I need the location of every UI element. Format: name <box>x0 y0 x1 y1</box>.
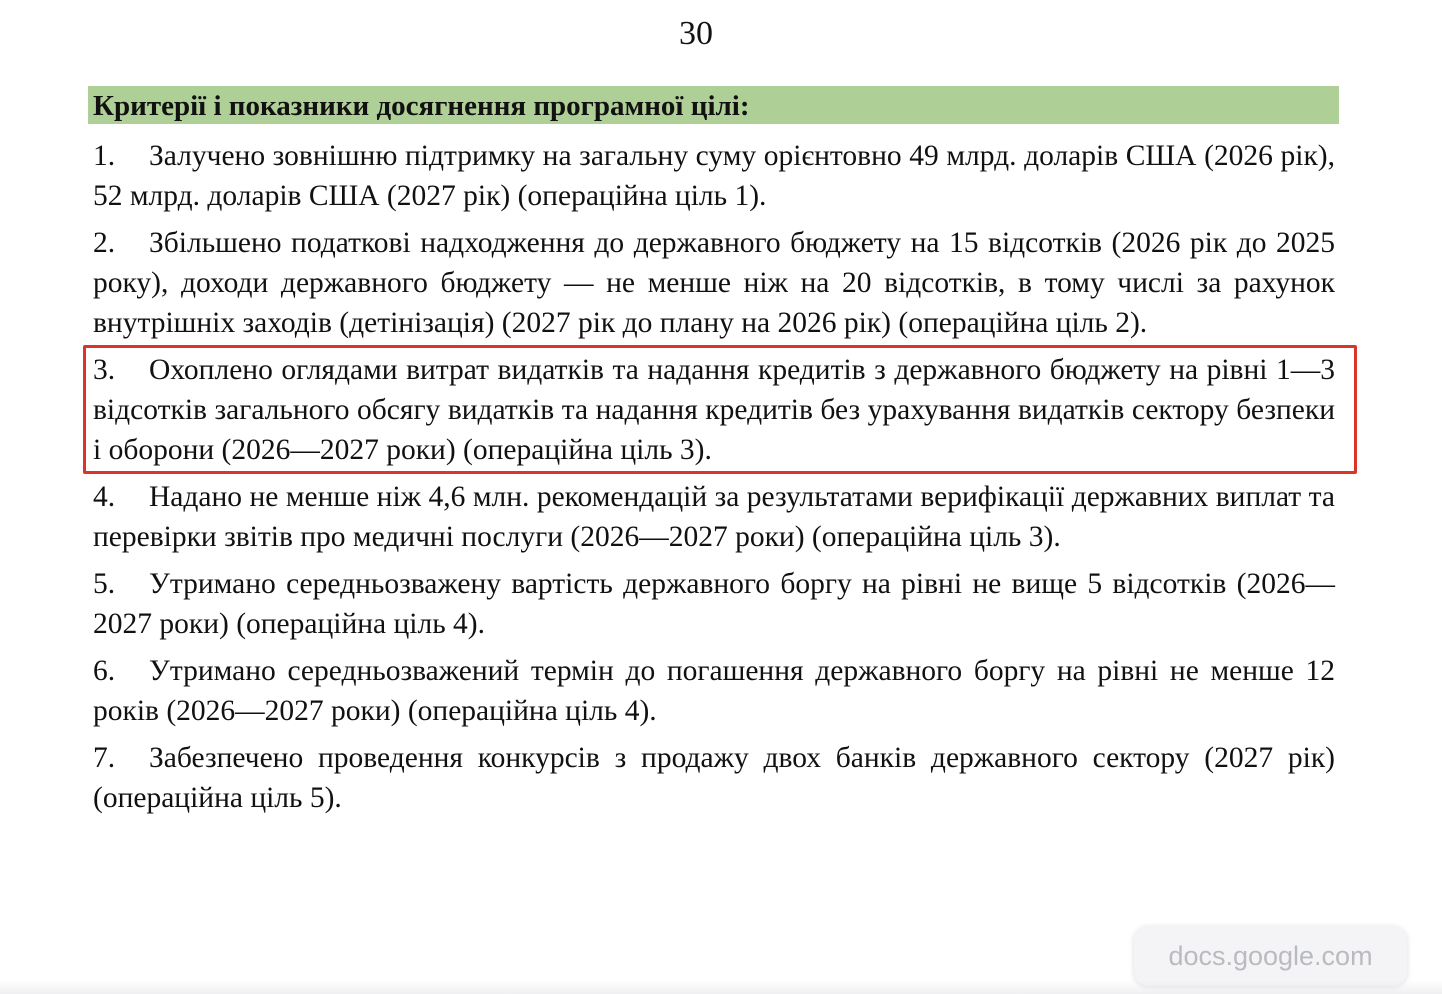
highlighted-list-item <box>93 350 1335 470</box>
item-number: 7. <box>93 742 116 774</box>
item-text: Утримано середньозважену вартість державного боргу на рівні не вище 5 відсотків (2026—2027 роки) (операційна ціль 4). <box>93 568 1335 640</box>
list-item <box>93 223 1335 343</box>
item-text: Надано не менше ніж 4,6 млн. рекомендацій за результатами верифікації державних виплат та перевірки звітів про медичні послуги (2026—2027 роки) (операційна ціль 3). <box>93 481 1335 553</box>
page-number: 30 <box>679 15 713 52</box>
item-number: 5. <box>93 568 116 600</box>
item-text: Збільшено податкові надходження до державного бюджету на 15 відсотків (2026 рік до 2025 року), доходи державного бюджету — не менше ніж на 20 відсотків, в тому числі за рахунок внутрішніх заходів (детінізація) (2027 рік до плану на 2026 рік) (операційна ціль 2). <box>93 227 1335 339</box>
item-number: 6. <box>93 655 116 687</box>
bottom-fade <box>0 980 1442 994</box>
list-item <box>93 564 1335 644</box>
list-item <box>93 651 1335 731</box>
list-item <box>93 477 1335 557</box>
item-text: Забезпечено проведення конкурсів з продажу двох банків державного сектору (2027 рік) (операційна ціль 5). <box>93 742 1335 814</box>
source-url-chip[interactable]: docs.google.com <box>1134 926 1407 986</box>
item-number: 4. <box>93 481 116 513</box>
item-number: 2. <box>93 227 116 259</box>
item-number: 1. <box>93 140 116 172</box>
list-item <box>93 738 1335 818</box>
section-heading: Критерії і показники досягнення програмної цілі: <box>88 86 1339 124</box>
criteria-list <box>93 136 1335 825</box>
item-text: Залучено зовнішню підтримку на загальну суму орієнтовно 49 млрд. доларів США (2026 рік), 52 млрд. доларів США (2027 рік) (операційна ціль 1). <box>93 140 1335 212</box>
item-number: 3. <box>93 354 116 386</box>
item-text: Утримано середньозважений термін до погашення державного боргу на рівні не менше 12 років (2026—2027 роки) (операційна ціль 4). <box>93 655 1335 727</box>
list-item <box>93 136 1335 216</box>
item-text: Охоплено оглядами витрат видатків та надання кредитів з державного бюджету на рівні 1—3 відсотків загального обсягу видатків та надання кредитів без урахування видатків сектору безпеки і оборони (2026—2027 роки) (операційна ціль 3). <box>93 354 1335 466</box>
